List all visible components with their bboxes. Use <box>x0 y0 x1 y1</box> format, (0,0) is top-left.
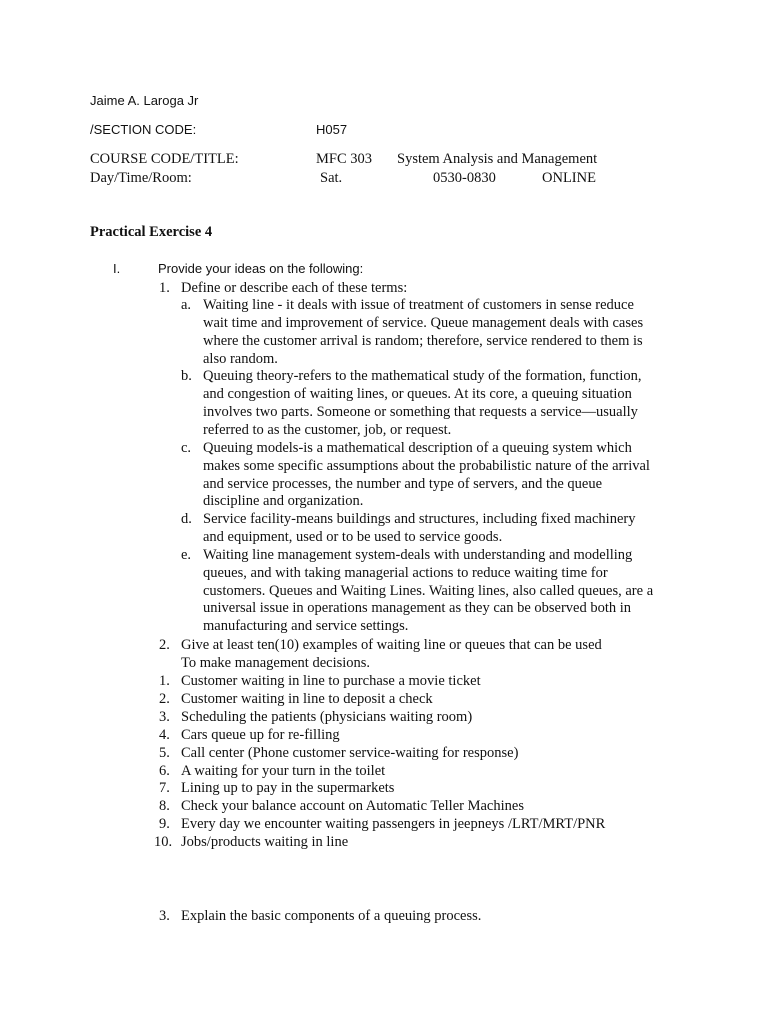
section-intro: Provide your ideas on the following: <box>158 261 364 276</box>
question-1-number: 1. <box>159 280 170 296</box>
term-line: also random. <box>203 350 278 367</box>
example-number: 9. <box>159 816 170 833</box>
course-title-value: System Analysis and Management <box>397 151 598 167</box>
example-number: 4. <box>159 726 170 743</box>
term-line: discipline and organization. <box>203 493 364 510</box>
term-line: and service processes, the number and type of servers, and the queue <box>203 475 603 492</box>
example-number: 10. <box>154 834 173 851</box>
example-number: 1. <box>159 673 170 689</box>
term-line: universal issue in operations management as they can be observed both in <box>203 600 632 617</box>
example-number: 6. <box>159 762 170 779</box>
page-title: Practical Exercise 4 <box>90 224 213 240</box>
term-letter: c. <box>181 439 192 456</box>
example-text: Every day we encounter waiting passengers in jeepneys /LRT/MRT/PNR <box>181 816 606 833</box>
term-line: Waiting line management system-deals with understanding and modelling <box>203 546 633 563</box>
term-line: and congestion of waiting lines, or queues. At its core, a queuing situation <box>203 386 632 403</box>
term-letter: b. <box>181 368 192 385</box>
question-3-text: Explain the basic components of a queuing process. <box>181 908 482 924</box>
example-number: 3. <box>159 708 170 725</box>
term-line: Queuing models-is a mathematical description of a queuing system which <box>203 439 632 456</box>
room-value: ONLINE <box>542 170 596 186</box>
term-line: and equipment, used or to be used to service goods. <box>203 529 503 546</box>
example-text: Lining up to pay in the supermarkets <box>181 780 395 797</box>
question-3-number: 3. <box>159 908 170 924</box>
term-line: queues, and with taking managerial actions to reduce waiting time for <box>203 564 608 581</box>
example-number: 8. <box>159 798 170 815</box>
term-line: Service facility-means buildings and structures, including fixed machinery <box>203 511 636 528</box>
time-value: 0530-0830 <box>433 170 496 186</box>
author-name: Jaime A. Laroga Jr <box>90 93 199 108</box>
example-text: Check your balance account on Automatic Teller Machines <box>181 798 524 815</box>
day-value: Sat. <box>320 170 343 186</box>
course-code-label: COURSE CODE/TITLE: <box>90 151 239 167</box>
question-2-line: To make management decisions. <box>181 655 371 671</box>
term-line: referred to as the customer, job, or request. <box>203 421 452 438</box>
question-2-line: Give at least ten(10) examples of waiting line or queues that can be used <box>181 637 602 653</box>
question-2-number: 2. <box>159 637 170 653</box>
course-code-value: MFC 303 <box>316 151 373 167</box>
term-line: customers. Queues and Waiting Lines. Waiting lines, also called queues, are a <box>203 582 654 599</box>
example-text: A waiting for your turn in the toilet <box>181 762 386 779</box>
term-letter: d. <box>181 511 192 528</box>
term-letter: a. <box>181 297 192 313</box>
section-code-value: H057 <box>316 122 348 137</box>
term-line: Queuing theory-refers to the mathematical study of the formation, function, <box>203 368 642 385</box>
term-line: involves two parts. Someone or something that requests a service—usually <box>203 404 638 421</box>
term-line: wait time and improvement of service. Queue management deals with cases <box>203 314 644 331</box>
term-line: where the customer arrival is random; therefore, service rendered to them is <box>203 332 643 349</box>
example-number: 2. <box>159 690 170 707</box>
question-1-text: Define or describe each of these terms: <box>181 280 408 296</box>
term-line: Waiting line - it deals with issue of treatment of customers in sense reduce <box>203 297 634 313</box>
example-number: 7. <box>159 780 170 797</box>
term-line: manufacturing and service settings. <box>203 618 409 635</box>
example-text: Scheduling the patients (physicians waiting room) <box>181 708 473 725</box>
example-text: Customer waiting in line to purchase a movie ticket <box>181 673 481 689</box>
section-code-label: /SECTION CODE: <box>90 122 197 137</box>
example-number: 5. <box>159 744 170 761</box>
example-text: Jobs/products waiting in line <box>181 834 349 851</box>
day-time-room-label: Day/Time/Room: <box>90 170 192 186</box>
section-numeral: I. <box>113 261 121 276</box>
term-line: makes some specific assumptions about the probabilistic nature of the arrival <box>203 457 650 474</box>
term-letter: e. <box>181 546 192 563</box>
example-text: Call center (Phone customer service-waiting for response) <box>181 744 519 761</box>
example-text: Customer waiting in line to deposit a check <box>181 690 433 707</box>
example-text: Cars queue up for re-filling <box>181 726 340 743</box>
